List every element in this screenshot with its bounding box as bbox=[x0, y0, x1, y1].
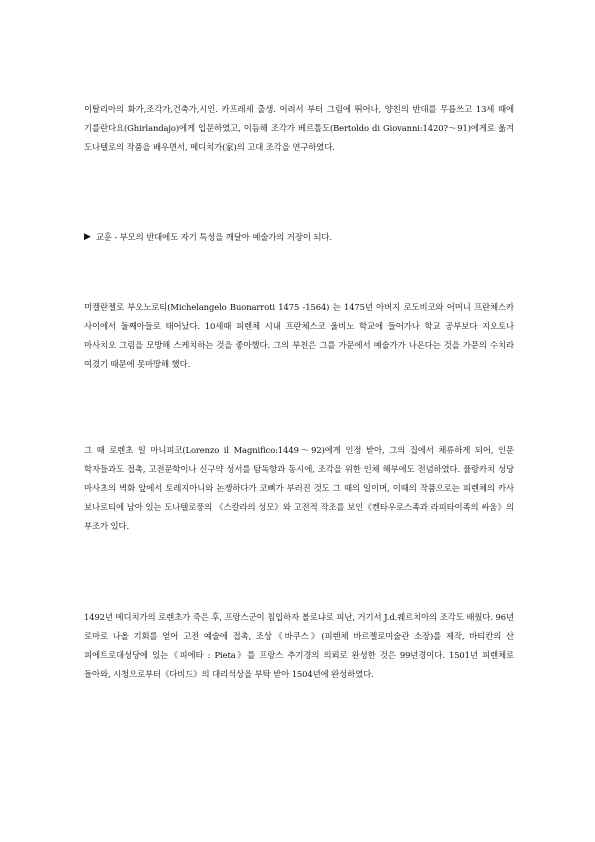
lesson-line bbox=[84, 228, 514, 247]
paragraph-birth: 미켈란젤로 부오노로티(Michelangelo Buonarroti 1475 -1564) 는 1475년 아버지 로도비코와 어머니 프란체스카 사이에서 둘째아들로 태어났다. 10세때 피렌체 시내 프란체스코 울비노 학교에 들어가나 학교 공부보다 지오토나 마사치오 그림을 모방해 스케치하는 것을 좋아했다. 그의 부친은 그를 가문에서 예술가가 나온다는 것을 가문의 수치라 여겼기 때문에 못마땅해 했다. bbox=[84, 302, 514, 369]
paragraph-1492: 1492년 메디치가의 로렌초가 죽은 후, 프랑스군이 침입하자 볼로냐로 피난, 거기서 J.d.퀘르치아의 조각도 배웠다. 96년 로마로 나올 기회를 얻어 고전 예술에 접촉, 조상《바쿠스》(피렌체 바르젤로미술관 소장)를 제작, 바티칸의 산 피에트로대성당에 있는《피에타 : Pieta》를 프랑스 추기경의 의뢰로 완성한 것은 99년경이다. 1501년 피렌체로 돌아와, 시청으로부터《다비드》의 대리석상을 부탁 받아 1504년에 완성하였다. bbox=[84, 612, 514, 679]
paragraph-lorenzo: 그 때 로렌초 일 마니피코(Lorenzo il Magnifico:1449～92)에게 인정 받아, 그의 집에서 체류하게 되어, 인문 학자들과도 접촉, 고전문학이나 신구약 성서를 탐독함과 동시에, 조각을 위한 인체 해부에도 전념하였다. 퓰랑카치 성당 마사초의 벽화 앞에서 토레지아니와 논쟁하다가 코뼈가 부러진 것도 그 때의 일이며, 이때의 작품으로는 피렌체의 카사 보나로티에 남아 있는 도나텔로풍의 《스칼라의 성모》와 고전적 작조를 보인《켄타우로스족과 라피타이족의 싸움》의 부조가 있다. bbox=[84, 445, 514, 531]
triangle-bullet-icon: ▶ bbox=[84, 232, 91, 242]
paragraph-intro: 이탈리아의 화가,조각가,건축가,시인. 카프레세 출생. 어려서 부터 그림에 뛰어나, 양친의 반대를 무릅쓰고 13세 때에 기를란다요(Ghirlandajo)에게 입문하였고, 이듬해 조각가 베르톨도(Bertoldo di Giovanni:1420?～91)에게로 옮겨 도나텔로의 작품을 배우면서, 메디치가(家)의 고대 조각을 연구하였다. bbox=[84, 104, 514, 152]
lesson-text: 교훈 - 부모의 반대에도 자기 특성을 깨달아 예술가의 거장이 되다. bbox=[95, 232, 332, 242]
